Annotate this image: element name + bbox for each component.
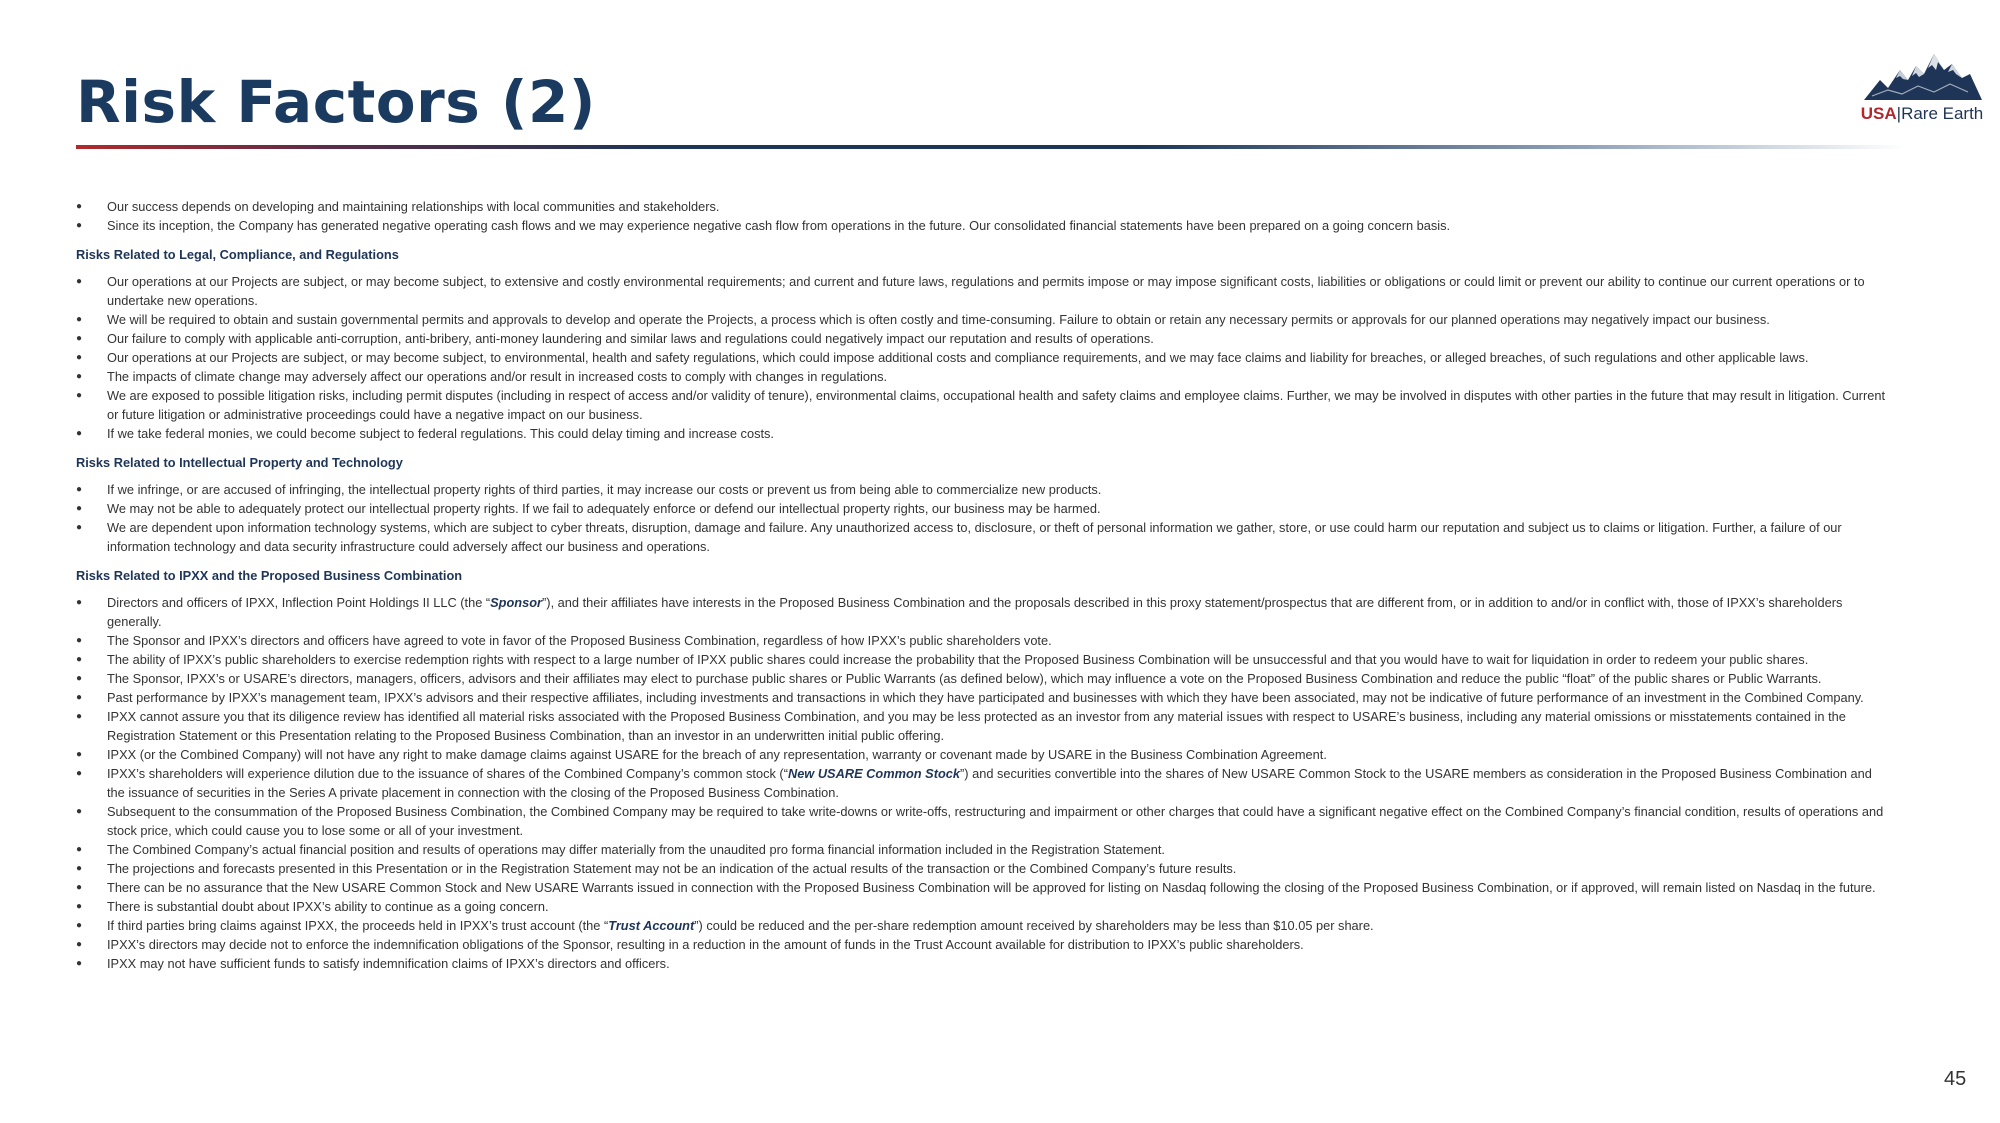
page-title: Risk Factors (2) [76,68,596,136]
list-item: ● The Combined Company’s actual financial position and results of operations may differ materially from the unaudited pro forma financial information included in the Registration Statement. [76,840,1886,859]
page-number: 45 [1944,1068,1967,1090]
title-divider [76,145,1906,149]
list-item: ● Our operations at our Projects are subject, or may become subject, to extensive and costly environmental requirements; and current and future laws, regulations and permits impose or may impose significant costs, liabilities or obligations or could limit or prevent our ability to continue our current operations or to undertake new operations. [76,272,1886,310]
list-item: ● Subsequent to the consummation of the Proposed Business Combination, the Combined Company may be required to take write-downs or write-offs, restructuring and impairment or other charges that could have a significant negative effect on the Combined Company’s financial condition, results of operations and stock price, which could cause you to lose some or all of your investment. [76,802,1886,840]
list-item: ● If third parties bring claims against IPXX, the proceeds held in IPXX’s trust account (the “Trust Account”) could be reduced and the per-share redemption amount received by shareholders may be less than $10.05 per share. [76,916,1886,935]
list-item: ● We may not be able to adequately protect our intellectual property rights. If we fail to adequately enforce or defend our intellectual property rights, our business may be harmed. [76,499,1886,518]
section-heading-legal: Risks Related to Legal, Compliance, and Regulations [76,247,399,262]
risk-factors-body [76,197,1886,973]
list-item: ● There is substantial doubt about IPXX’s ability to continue as a going concern. [76,897,1886,916]
list-item: ● Since its inception, the Company has generated negative operating cash flows and we may experience negative cash flow from operations in the future. Our consolidated financial statements have been prepared on a going concern basis. [76,216,1886,235]
section-heading-ip: Risks Related to Intellectual Property and Technology [76,455,403,470]
list-item: ● Our operations at our Projects are subject, or may become subject, to environmental, health and safety regulations, which could impose additional costs and compliance requirements, and we may face claims and liability for breaches, or alleged breaches, of such regulations and other applicable laws. [76,348,1886,367]
defined-term-sponsor: Sponsor [490,595,543,610]
logo-usa-text: USA [1860,104,1897,123]
list-item: ● Past performance by IPXX’s management team, IPXX’s advisors and their respective affiliates, including investments and transactions in which they have participated and businesses with which they have been associated, may not be indicative of future performance of an investment in the Combined Company. [76,688,1886,707]
legal-bullet-list [76,272,1886,443]
list-item: ● We are dependent upon information technology systems, which are subject to cyber threats, disruption, damage and failure. Any unauthorized access to, disclosure, or theft of personal information we gather, store, or use could harm our reputation and subject us to claims or litigation. Further, a failure of our information technology and data security infrastructure could adversely affect our business and operations. [76,518,1886,556]
defined-term-trust-account: Trust Account [608,918,695,933]
list-item: ● The ability of IPXX’s public shareholders to exercise redemption rights with respect to a large number of IPXX public shares could increase the probability that the Proposed Business Combination will be unsuccessful and that you would have to wait for liquidation in order to redeem your public shares. [76,650,1886,669]
list-item: ● Our failure to comply with applicable anti-corruption, anti-bribery, anti-money laundering and similar laws and regulations could negatively impact our reputation and results of operations. [76,329,1886,348]
list-item: ● The impacts of climate change may adversely affect our operations and/or result in increased costs to comply with changes in regulations. [76,367,1886,386]
list-item: ● We are exposed to possible litigation risks, including permit disputes (including in respect of access and/or validity of tenure), environmental claims, occupational health and safety claims and employee claims. Further, we may be involved in disputes with other parties in the future that may result in litigation. Current or future litigation or administrative proceedings could have a negative impact on our business. [76,386,1886,424]
list-item: ● IPXX may not have sufficient funds to satisfy indemnification claims of IPXX’s directors and officers. [76,954,1886,973]
list-item: ● IPXX (or the Combined Company) will not have any right to make damage claims against USARE for the breach of any representation, warranty or covenant made by USARE in the Business Combination Agreement. [76,745,1886,764]
list-item: ● The Sponsor, IPXX’s or USARE’s directors, managers, officers, advisors and their affiliates may elect to purchase public shares or Public Warrants (as defined below), which may influence a vote on the Proposed Business Combination and reduce the public “float” of the public shares or Public Warrants. [76,669,1886,688]
intro-bullet-list [76,197,1886,235]
defined-term-new-usare-common-stock: New USARE Common Stock [787,766,961,781]
list-item: ● There can be no assurance that the New USARE Common Stock and New USARE Warrants issued in connection with the Proposed Business Combination will be approved for listing on Nasdaq following the closing of the Proposed Business Combination, or if approved, will remain listed on Nasdaq in the future. [76,878,1886,897]
ip-bullet-list [76,480,1886,556]
list-item: ● Our success depends on developing and maintaining relationships with local communities and stakeholders. [76,197,1886,216]
ipxx-bullet-list [76,593,1886,973]
list-item: ● The projections and forecasts presented in this Presentation or in the Registration Statement may not be an indication of the actual results of the transaction or the Combined Company’s future results. [76,859,1886,878]
mountain-icon [1858,50,1986,104]
usa-rare-earth-logo [1858,50,1986,130]
list-item: ● The Sponsor and IPXX’s directors and officers have agreed to vote in favor of the Proposed Business Combination, regardless of how IPXX’s public shareholders vote. [76,631,1886,650]
list-item: ● If we take federal monies, we could become subject to federal regulations. This could delay timing and increase costs. [76,424,1886,443]
section-heading-ipxx: Risks Related to IPXX and the Proposed Business Combination [76,568,463,583]
logo-rare-earth-text: Rare Earth [1901,104,1984,123]
list-item: ● IPXX’s shareholders will experience dilution due to the issuance of shares of the Combined Company’s common stock (“New USARE Common Stock”) and securities convertible into the shares of New USARE Common Stock to the USARE members as consideration in the Proposed Business Combination and the issuance of securities in the Series A private placement in connection with the closing of the Proposed Business Combination. [76,764,1886,802]
list-item: ● If we infringe, or are accused of infringing, the intellectual property rights of third parties, it may increase our costs or prevent us from being able to commercialize new products. [76,480,1886,499]
list-item: ● Directors and officers of IPXX, Inflection Point Holdings II LLC (the “Sponsor”), and their affiliates have interests in the Proposed Business Combination and the proposals described in this proxy statement/prospectus that are different from, or in addition to and/or in conflict with, those of IPXX’s shareholders generally. [76,593,1886,631]
list-item: ● We will be required to obtain and sustain governmental permits and approvals to develop and operate the Projects, a process which is often costly and time-consuming. Failure to obtain or retain any necessary permits or approvals for our planned operations may negatively impact our business. [76,310,1886,329]
list-item: ● IPXX cannot assure you that its diligence review has identified all material risks associated with the Proposed Business Combination, and you may be less protected as an investor from any material issues with respect to USARE’s business, including any material omissions or misstatements contained in the Registration Statement or this Presentation relating to the Proposed Business Combination, than an investor in an underwritten initial public offering. [76,707,1886,745]
logo-separator: | [1896,104,1902,123]
list-item: ● IPXX’s directors may decide not to enforce the indemnification obligations of the Sponsor, resulting in a reduction in the amount of funds in the Trust Account available for distribution to IPXX’s public shareholders. [76,935,1886,954]
